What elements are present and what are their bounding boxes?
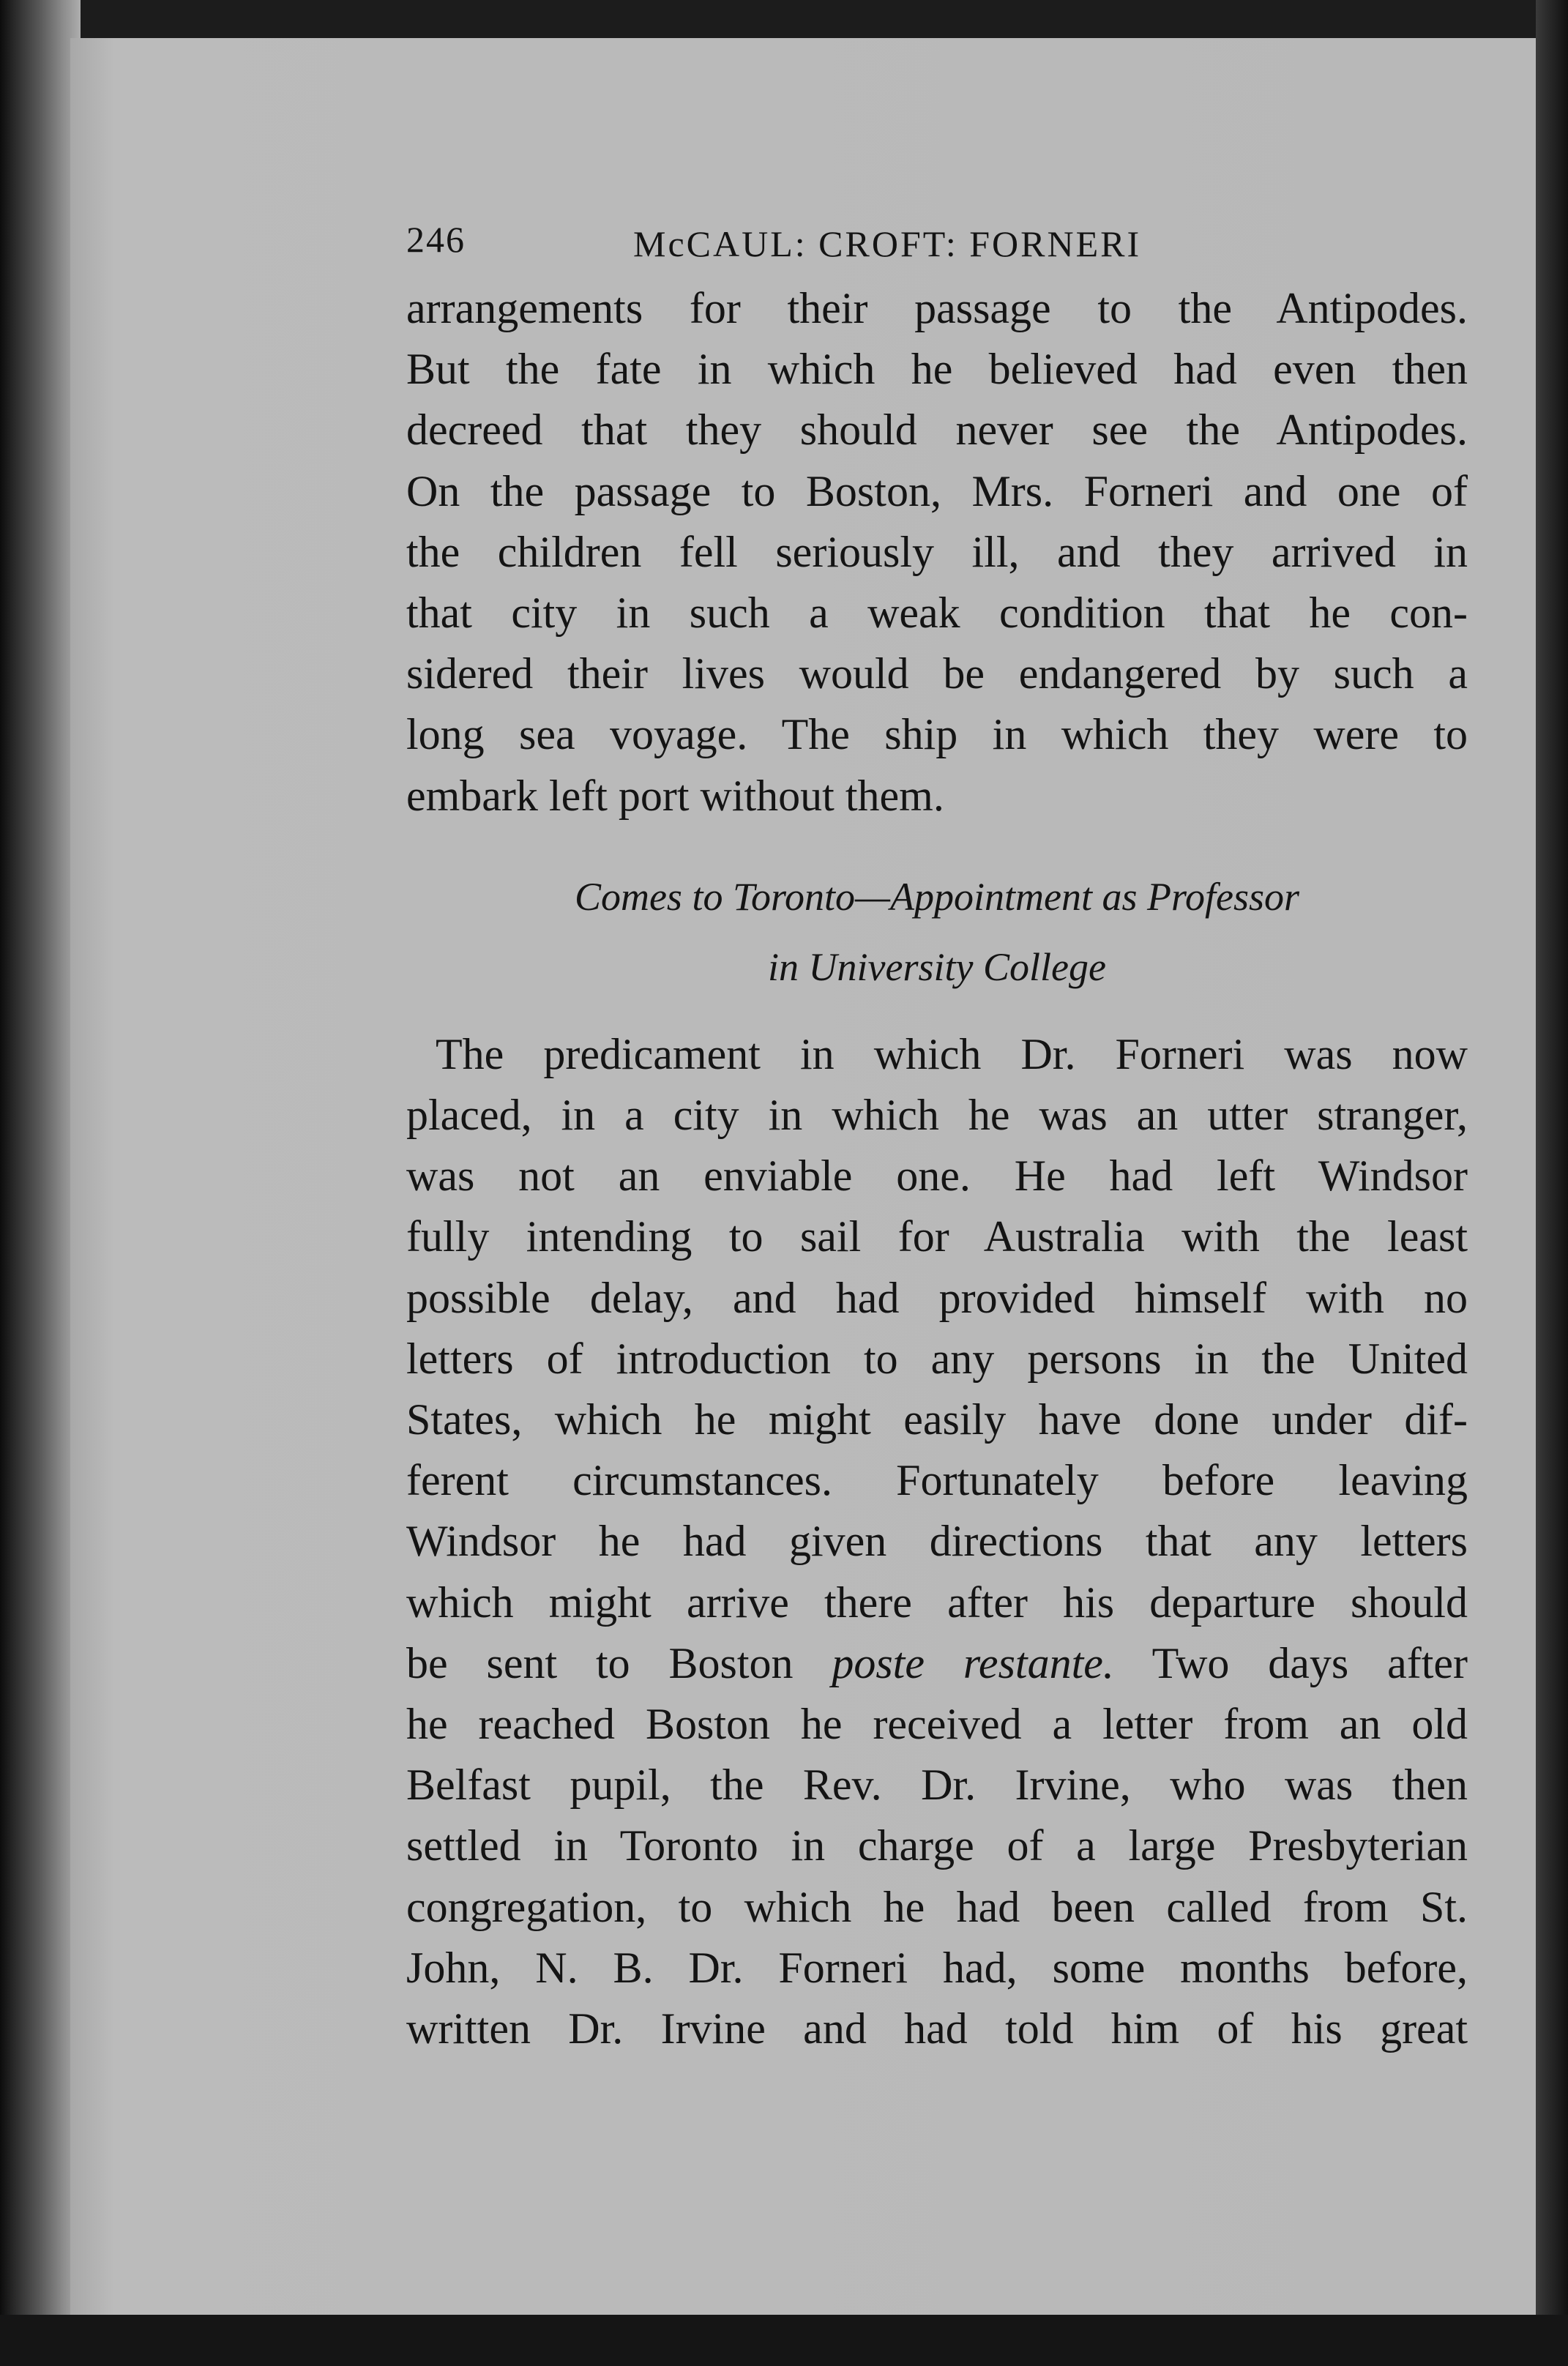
text-line: was not an enviable one. He had left Windsor bbox=[406, 1152, 1468, 1201]
subheading-line-2: in University College bbox=[768, 944, 1106, 989]
text-segment: Two days after bbox=[1113, 1638, 1468, 1687]
page-edge-shadow bbox=[1536, 0, 1568, 2366]
text-line: embark left port without them. bbox=[406, 771, 944, 820]
text-line: John, N. B. Dr. Forneri had, some months before, bbox=[406, 1943, 1468, 1992]
text-line: On the passage to Boston, Mrs. Forneri and one of bbox=[406, 466, 1468, 515]
text-line: States, which he might easily have done under dif- bbox=[406, 1395, 1468, 1444]
text-line: placed, in a city in which he was an utter stranger, bbox=[406, 1091, 1468, 1140]
text-line: possible delay, and had provided himself with no bbox=[406, 1273, 1468, 1322]
text-line: decreed that they should never see the Antipodes. bbox=[406, 406, 1468, 455]
paragraph-2 bbox=[406, 1024, 1468, 2059]
page-number: 246 bbox=[406, 219, 466, 260]
text-line: which might arrive there after his departure should bbox=[406, 1578, 1468, 1627]
text-line: he reached Boston he received a letter from an old bbox=[406, 1700, 1468, 1749]
text-line: settled in Toronto in charge of a large Presbyterian bbox=[406, 1821, 1468, 1870]
book-binding-edge bbox=[0, 0, 81, 2366]
text-segment: be sent to Boston bbox=[406, 1638, 832, 1687]
text-line: that city in such a weak condition that he con- bbox=[406, 589, 1468, 638]
text-line: written Dr. Irvine and had told him of his great bbox=[406, 2004, 1468, 2053]
text-line: sidered their lives would be endangered by such a bbox=[406, 649, 1468, 698]
text-line: the children fell seriously ill, and they arrived in bbox=[406, 527, 1468, 576]
text-line-with-italic bbox=[406, 1633, 1468, 1694]
scan-bottom-edge bbox=[0, 2315, 1568, 2366]
subheading-line-1: Comes to Toronto—Appointment as Professor bbox=[574, 874, 1300, 919]
text-line: The predicament in which Dr. Forneri was now bbox=[436, 1029, 1468, 1078]
paragraph-1 bbox=[406, 278, 1468, 826]
text-line: Belfast pupil, the Rev. Dr. Irvine, who was then bbox=[406, 1761, 1468, 1810]
text-line: Windsor he had given directions that any letters bbox=[406, 1517, 1468, 1566]
running-title: McCAUL: CROFT: FORNERI bbox=[633, 223, 1142, 264]
section-subheading bbox=[406, 862, 1468, 1002]
text-line: letters of introduction to any persons in the United bbox=[406, 1334, 1468, 1383]
text-line: congregation, to which he had been called from St. bbox=[406, 1882, 1468, 1931]
text-line: But the fate in which he believed had even then bbox=[406, 345, 1468, 394]
text-line: ferent circumstances. Fortunately before leaving bbox=[406, 1456, 1468, 1505]
italic-phrase: poste restante. bbox=[832, 1638, 1114, 1687]
running-head bbox=[406, 212, 1468, 278]
page-text bbox=[406, 212, 1468, 2059]
text-line: fully intending to sail for Australia with the least bbox=[406, 1212, 1468, 1261]
text-line: arrangements for their passage to the Antipodes. bbox=[406, 284, 1468, 332]
text-line: long sea voyage. The ship in which they were to bbox=[406, 710, 1468, 759]
